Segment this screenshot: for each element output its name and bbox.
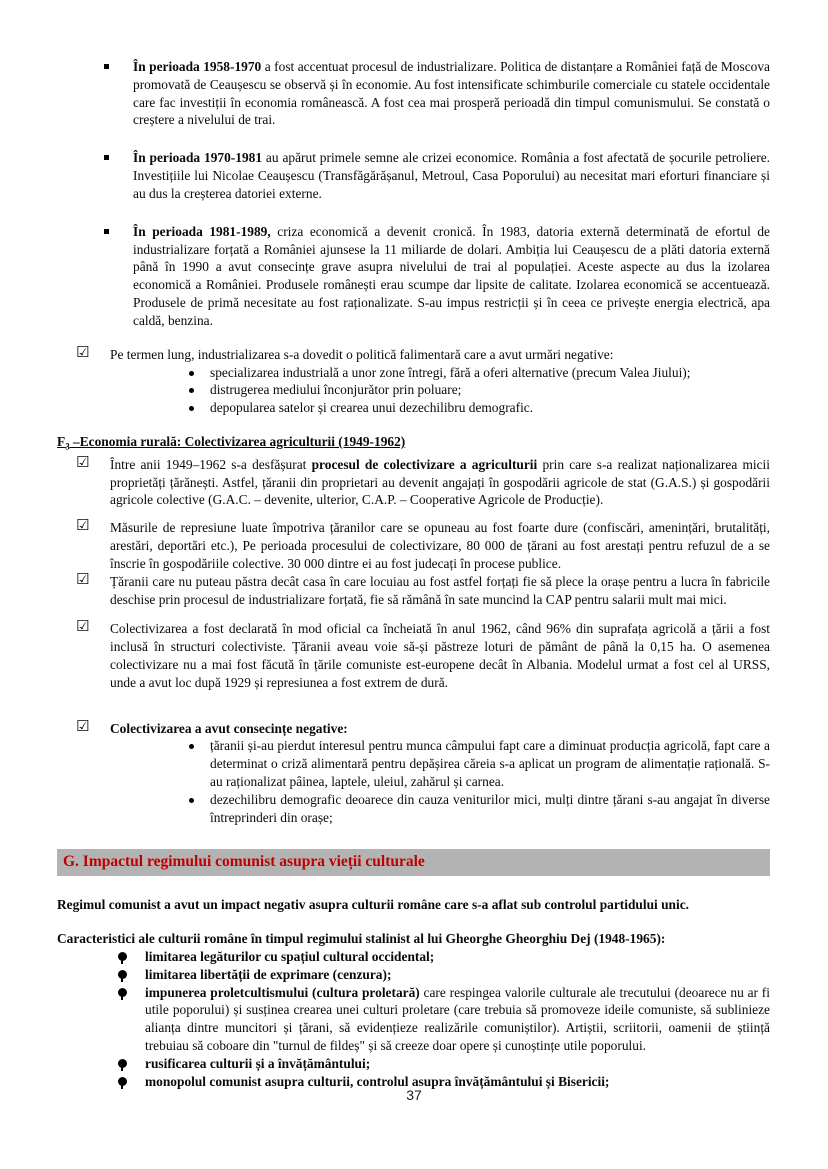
- checked-checkbox-icon: ☑: [76, 452, 90, 471]
- list-item-text: țăranii și-au pierdut interesul pentru munca câmpului fapt care a diminuat producția agricolă, fapt care a determinat o criză alimentară pentru depășirea căreia s-a aplicat un program de alimentație rațională. S-au raționalizat pâinea, laptele, uleiul, zahărul și carnea.: [210, 738, 770, 790]
- checklist-item: [76, 342, 770, 364]
- heading-subscript: 3: [65, 441, 70, 452]
- checklist-item: [76, 516, 770, 572]
- list-item-text: specializarea industrială a unor zone întregi, fără a oferi alternative (precum Valea Jiului);: [210, 364, 691, 380]
- checked-checkbox-icon: ☑: [76, 342, 90, 361]
- dot-bullet-icon: [189, 798, 194, 803]
- list-item: [145, 966, 770, 984]
- checklist-text: Pe termen lung, industrializarea s-a dovedit o politică falimentară care a avut urmări negative:: [110, 346, 614, 362]
- checklist-item: [76, 569, 770, 609]
- list-item-text: rusificarea culturii și a învățământului;: [145, 1055, 371, 1071]
- list-item-text: monopolul comunist asupra culturii, controlul asupra învățământului și Bisericii;: [145, 1073, 610, 1089]
- section-intro: Regimul comunist a avut un impact negativ asupra culturii române care s-a aflat sub controlul partidului unic.: [57, 897, 690, 913]
- period-text: a fost accentuat procesul de industrializare. Politica de distanțare a României față de Moscova promovată de Ceaușescu se observă și în economie. Au fost intensificate schimburile comerciale cu statele occidentale care fac investiții în economia românească. A fost cea mai prosperă perioadă din timpul comunismului. Se constată o creștere a nivelului de trai.: [133, 59, 770, 128]
- checklist-text: Măsurile de represiune luate împotriva țăranilor care se opuneau au fost foarte dure (confiscări, amenințări, brutalități, arestări, deportări etc.), Pe perioada procesului de colectivizare, 80 000 de țărani au fost arestați pentru refuzul de a se înscrie în gospodăriile colective. 30 000 dintre ei au fost judecați în procese publice.: [110, 520, 770, 571]
- list-item: [145, 984, 770, 1055]
- period-paragraph: [133, 149, 770, 202]
- checklist-item: [76, 452, 771, 509]
- checklist-item: [76, 617, 770, 691]
- period-text: au apărut primele semne ale crizei economice. România a fost afectată de șocurile petroliere. Investițiile lui Nicolae Ceaușescu (Transfăgărășanul, Metroul, Casa Poporului) au necesitat mari eforturi financiare și au dus la creșterea datoriei externe.: [133, 150, 770, 201]
- list-item-text: limitarea legăturilor cu spațiul cultural occidental;: [145, 948, 435, 964]
- list-item: [210, 381, 770, 399]
- checklist-text-pre: Între anii 1949–1962 s-a desfășurat: [110, 456, 312, 472]
- ball-bullet-icon: [118, 970, 127, 979]
- dot-bullet-icon: [189, 371, 194, 376]
- list-item: [145, 1055, 770, 1073]
- period-lead: În perioada 1958-1970: [133, 59, 262, 74]
- checklist-text: Colectivizarea a fost declarată în mod oficial ca încheiată în anul 1962, când 96% din suprafața agricolă a țării a fost inclusă în structuri colectiviste. Țăranii aveau voie să-și păstreze loturi de pământ de până la 0,15 ha. O asemenea colectivizare nu a mai fost făcută în țările comuniste est-europene decât în Albania. Modelul urmat a fost cel al URSS, unde a avut loc după 1929 și represiunea a fost extrem de dură.: [110, 621, 770, 690]
- checklist-text: Colectivizarea a avut consecințe negative:: [110, 720, 348, 736]
- ball-bullet-icon: [118, 1077, 127, 1086]
- section-heading: [57, 433, 770, 454]
- checklist-item: [76, 716, 770, 738]
- list-item: [210, 364, 770, 382]
- list-item: [210, 399, 770, 417]
- page-number: 37: [406, 1087, 422, 1104]
- list-item-text: dezechilibru demografic deoarece din cauza veniturilor mici, mulți dintre țărani s-au angajat în diverse întreprinderi din orașe;: [210, 791, 770, 825]
- list-item: [145, 948, 770, 966]
- ball-bullet-icon: [118, 1059, 127, 1068]
- list-item: [210, 791, 770, 827]
- checklist-text-bold: procesul de colectivizare a agriculturii: [311, 456, 538, 472]
- list-item-text: limitarea libertății de exprimare (cenzura);: [145, 966, 392, 982]
- dot-bullet-icon: [189, 388, 194, 393]
- ball-bullet-icon: [118, 952, 127, 961]
- characteristics-heading: Caracteristici ale culturii române în timpul regimului stalinist al lui Gheorghe Gheorghiu Dej (1948-1965):: [57, 931, 666, 947]
- list-item: [210, 737, 770, 790]
- checked-checkbox-icon: ☑: [76, 716, 90, 735]
- period-text: criza economică a devenit cronică. În 1983, datoria externă determinată de efortul de industrializare forțată a României ajunsese la 11 miliarde de dolari. Ambiția lui Ceaușescu de a plăti datoria externă până în 1990 a avut consecințe grave asupra nivelului de trai al populației. Aceste aspecte au dus la izolarea economică a României. Produsele românești erau scumpe dar lipsite de calitate. Izolarea economică se accentuează. Produsele de primă necesitate au fost raționalizate. S-au impus restricții și în ceea ce privește energia electrică, apa caldă, benzina.: [133, 223, 770, 328]
- document-content: [57, 58, 770, 1091]
- square-bullet-icon: [104, 64, 109, 69]
- period-lead: În perioada 1970-1981: [133, 150, 263, 166]
- list-item-text: depopularea satelor și crearea unui dezechilibru demografic.: [210, 400, 534, 416]
- checked-checkbox-icon: ☑: [76, 617, 90, 636]
- period-paragraph: [133, 223, 770, 330]
- checklist-text-post: prin care s-a realizat naționalizarea micii proprietăți țărănești. Astfel, țăranii din proprietari au devenit angajați în gospodării agricole de stat (G.A.S.) și gospodării agricole colective (G.A.C. – devenite, ulterior, C.A.P. – Cooperative Agricole de Producție).: [110, 456, 771, 508]
- square-bullet-icon: [104, 229, 109, 234]
- period-paragraph: [133, 58, 770, 129]
- list-item-text: care respingea valorile culturale ale trecutului (deoarece nu ar fi utile poporului) și susținea crearea unei culturi proletare (care trebuia să promoveze ideile comuniste, să sublinieze alianța dintre muncitori și țărani, să evidențieze realizările comuniștilor). Artiștii, scriitorii, oamenii de știință trebuiau să coboare din "turnul de fildeș" și să creeze doar opere și cunoștințe utile poporului.: [145, 984, 770, 1054]
- checked-checkbox-icon: ☑: [76, 569, 90, 588]
- list-item-text-bold: impunerea proletcultismului (cultura proletară): [145, 984, 420, 1000]
- square-bullet-icon: [104, 155, 109, 160]
- heading-rest: –Economia rurală: Colectivizarea agriculturii (1949-1962): [69, 434, 406, 450]
- section-banner: G. Impactul regimului comunist asupra vieții culturale: [57, 849, 770, 877]
- ball-bullet-icon: [118, 988, 127, 997]
- checked-checkbox-icon: ☑: [76, 516, 90, 535]
- period-lead: În perioada 1981-1989,: [133, 223, 271, 239]
- heading-prefix: F: [57, 434, 66, 450]
- dot-bullet-icon: [189, 406, 194, 411]
- dot-bullet-icon: [189, 744, 194, 749]
- list-item-text: distrugerea mediului înconjurător prin poluare;: [210, 382, 462, 398]
- checklist-text: Țăranii care nu puteau păstra decât casa în care locuiau au fost astfel forțați fie să plece la orașe pentru a lucra în fabricile deschise prin procesul de industrializare forțată, fie să rămână în sate muncind la CAP pentru salarii mult mai mici.: [110, 573, 770, 607]
